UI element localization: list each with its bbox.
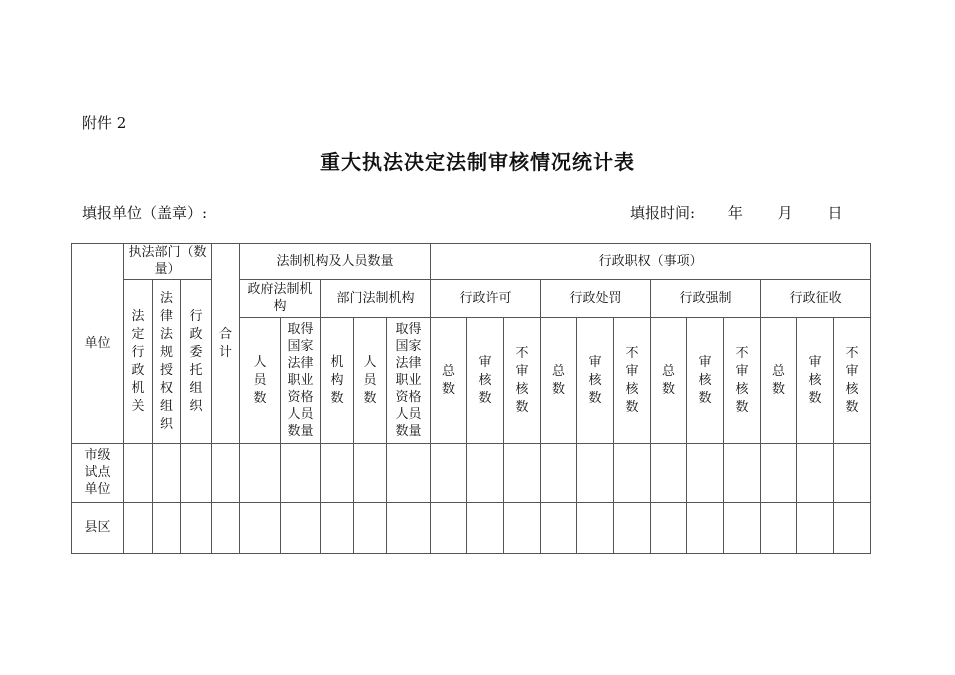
unit-header: 单位 — [72, 244, 124, 444]
table-cell[interactable] — [797, 503, 834, 554]
table-cell[interactable] — [354, 503, 387, 554]
table-row — [72, 444, 871, 503]
table-cell[interactable] — [387, 503, 431, 554]
page-title: 重大执法决定法制审核情况统计表 — [320, 150, 635, 174]
dept-org-count-header: 机构数 — [321, 318, 354, 444]
table-cell[interactable] — [834, 503, 871, 554]
table-cell[interactable] — [541, 444, 577, 503]
authorized-org-header: 法律法规授权组织 — [153, 280, 181, 444]
table-cell[interactable] — [761, 444, 797, 503]
entrusted-org-header: 行政委托组织 — [181, 280, 212, 444]
table-cell[interactable] — [124, 444, 153, 503]
total-header: 合计 — [212, 244, 240, 444]
gov-legal-header: 政府法制机构 — [240, 280, 321, 318]
levy-total-header: 总数 — [761, 318, 797, 444]
table-cell[interactable] — [181, 444, 212, 503]
reporting-unit-label: 填报单位（盖章）: — [82, 204, 208, 222]
table-row — [72, 503, 871, 554]
license-total-header: 总数 — [431, 318, 467, 444]
dept-staff-header: 人员数 — [354, 318, 387, 444]
table-cell[interactable] — [431, 503, 467, 554]
table-cell[interactable] — [281, 444, 321, 503]
row-label-city: 市级试点单位 — [72, 444, 124, 503]
admin-powers-header: 行政职权（事项） — [431, 244, 871, 280]
penalty-not-reviewed-header: 不审核数 — [614, 318, 651, 444]
table-cell[interactable] — [834, 444, 871, 503]
license-not-reviewed-header: 不审核数 — [504, 318, 541, 444]
month-label: 月 — [777, 204, 793, 222]
penalty-total-header: 总数 — [541, 318, 577, 444]
table-cell[interactable] — [761, 503, 797, 554]
levy-not-reviewed-header: 不审核数 — [834, 318, 871, 444]
attachment-label: 附件 2 — [82, 114, 127, 132]
table-cell[interactable] — [212, 503, 240, 554]
table-cell[interactable] — [651, 444, 687, 503]
table-cell[interactable] — [577, 503, 614, 554]
table-cell[interactable] — [321, 503, 354, 554]
enforce-not-reviewed-header: 不审核数 — [724, 318, 761, 444]
enforcement-dept-header: 执法部门（数量） — [124, 244, 212, 280]
table-cell[interactable] — [614, 444, 651, 503]
legal-organ-header: 法定行政机关 — [124, 280, 153, 444]
table-cell[interactable] — [687, 503, 724, 554]
dept-qualified-header: 取得国家法律职业资格人员数量 — [387, 318, 431, 444]
table-cell[interactable] — [541, 503, 577, 554]
gov-staff-header: 人员数 — [240, 318, 281, 444]
gov-qualified-header: 取得国家法律职业资格人员数量 — [281, 318, 321, 444]
table-cell[interactable] — [181, 503, 212, 554]
table-cell[interactable] — [431, 444, 467, 503]
statistics-table — [71, 243, 871, 554]
table-cell[interactable] — [504, 503, 541, 554]
reporting-time-label: 填报时间: — [630, 204, 696, 222]
table-cell[interactable] — [724, 444, 761, 503]
table-cell[interactable] — [354, 444, 387, 503]
table-cell[interactable] — [153, 444, 181, 503]
day-label: 日 — [827, 204, 843, 222]
table-cell[interactable] — [467, 444, 504, 503]
table-cell[interactable] — [724, 503, 761, 554]
table-cell[interactable] — [651, 503, 687, 554]
levy-reviewed-header: 审核数 — [797, 318, 834, 444]
license-reviewed-header: 审核数 — [467, 318, 504, 444]
table-cell[interactable] — [387, 444, 431, 503]
reporting-time — [630, 202, 842, 223]
table-cell[interactable] — [240, 503, 281, 554]
license-header: 行政许可 — [431, 280, 541, 318]
row-label-county: 县区 — [72, 503, 124, 554]
year-label: 年 — [727, 204, 743, 222]
table-cell[interactable] — [467, 503, 504, 554]
table-cell[interactable] — [240, 444, 281, 503]
table-cell[interactable] — [124, 503, 153, 554]
table-cell[interactable] — [577, 444, 614, 503]
penalty-header: 行政处罚 — [541, 280, 651, 318]
table-cell[interactable] — [797, 444, 834, 503]
table-cell[interactable] — [614, 503, 651, 554]
enforce-reviewed-header: 审核数 — [687, 318, 724, 444]
table-cell[interactable] — [504, 444, 541, 503]
levy-header: 行政征收 — [761, 280, 871, 318]
table-cell[interactable] — [153, 503, 181, 554]
penalty-reviewed-header: 审核数 — [577, 318, 614, 444]
table-cell[interactable] — [687, 444, 724, 503]
legal-staff-count-header: 法制机构及人员数量 — [240, 244, 431, 280]
table-cell[interactable] — [281, 503, 321, 554]
enforce-total-header: 总数 — [651, 318, 687, 444]
dept-legal-header: 部门法制机构 — [321, 280, 431, 318]
enforce-header: 行政强制 — [651, 280, 761, 318]
table-cell[interactable] — [321, 444, 354, 503]
table-cell[interactable] — [212, 444, 240, 503]
